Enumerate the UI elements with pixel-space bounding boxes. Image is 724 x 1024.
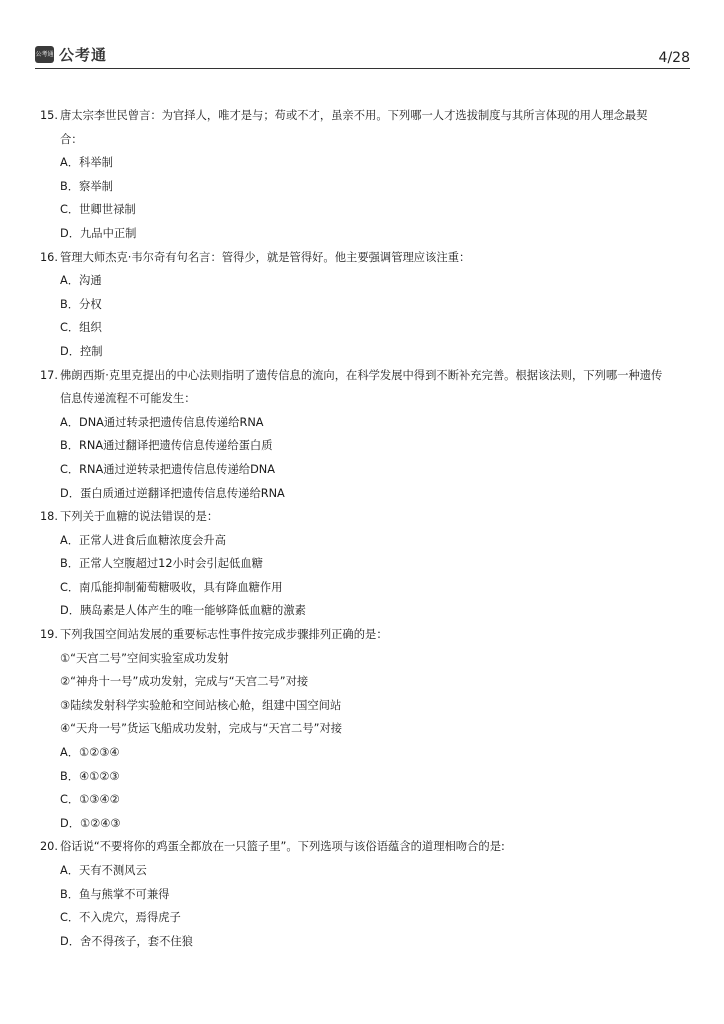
answer-option: A．沟通 — [60, 274, 102, 288]
answer-option: C．世卿世禄制 — [60, 203, 136, 217]
question-stem-text: 管理大师杰克·韦尔奇有句名言：管得少，就是管得好。他主要强调管理应该注重： — [60, 250, 471, 264]
answer-option: B．④①②③ — [60, 769, 120, 783]
answer-option: C．不入虎穴，焉得虎子 — [60, 911, 181, 925]
question-stem-text: 下列我国空间站发展的重要标志性事件按完成步骤排列正确的是： — [60, 628, 388, 642]
answer-option: A．科举制 — [60, 156, 113, 170]
logo-text: 公考通 — [59, 45, 108, 64]
question-stem-text: 俗话说“不要将你的鸡蛋全都放在一只篮子里”。下列选项与该俗语蕴含的道理相吻合的是: — [60, 840, 505, 854]
question-stem-text: 合： — [60, 132, 83, 146]
question-stem-text: 下列关于血糖的说法错误的是： — [60, 510, 219, 524]
answer-option: ②“神舟十一号”成功发射，完成与“天宫二号”对接 — [60, 675, 309, 689]
question-stem-line — [40, 387, 690, 411]
answer-option: B．鱼与熊掌不可兼得 — [60, 887, 170, 901]
question-stem-line — [40, 623, 690, 647]
answer-option: D．胰岛素是人体产生的唯一能够降低血糖的激素 — [60, 604, 306, 618]
question-stem-line — [40, 104, 690, 128]
answer-option: ④“天舟一号”货运飞船成功发射，完成与“天宫二号”对接 — [60, 722, 343, 736]
answer-option: A．DNA通过转录把遗传信息传递给RNA — [60, 415, 264, 429]
question-number: 20. — [40, 840, 58, 854]
question-stem-line — [40, 835, 690, 859]
answer-option: C．组织 — [60, 321, 102, 335]
question-number: 18. — [40, 510, 58, 524]
answer-option: C．南瓜能抑制葡萄糖吸收，具有降血糖作用 — [60, 580, 283, 594]
question-stem-text: 佛朗西斯·克里克提出的中心法则指明了遗传信息的流向，在科学发展中得到不断补充完善。根据该法则，下列哪一种遗传 — [60, 368, 663, 382]
question-block — [40, 364, 690, 506]
question-block — [40, 623, 690, 835]
answer-option: D．九品中正制 — [60, 226, 137, 240]
answer-option: B．分权 — [60, 297, 102, 311]
answer-option: B．正常人空腹超过12小时会引起低血糖 — [60, 557, 263, 571]
answer-option: D．舍不得孩子，套不住狼 — [60, 934, 193, 948]
question-stem-line — [40, 246, 690, 270]
answer-option: B．察举制 — [60, 179, 113, 193]
question-number: 17. — [40, 368, 58, 382]
answer-option: D．①②④③ — [60, 816, 121, 830]
answer-option: A．正常人进食后血糖浓度会升高 — [60, 533, 226, 547]
answer-option: A．①②③④ — [60, 746, 120, 760]
answer-option: B．RNA通过翻译把遗传信息传递给蛋白质 — [60, 439, 273, 453]
question-stem-text: 唐太宗李世民曾言：为官择人，唯才是与；苟或不才，虽亲不用。下列哪一人才选拔制度与其所言体现的用人理念最契 — [60, 109, 648, 122]
page-number: 4/28 — [658, 50, 690, 66]
answer-option: ③陆续发射科学实验舱和空间站核心舱，组建中国空间站 — [60, 698, 342, 712]
question-number: 16. — [40, 250, 58, 264]
answer-option: A．天有不测风云 — [60, 864, 147, 877]
logo — [35, 44, 107, 64]
logo-badge-icon: 公考通 — [35, 46, 54, 63]
answer-option: D．控制 — [60, 344, 103, 358]
answer-option: C．RNA通过逆转录把遗传信息传递给DNA — [60, 462, 275, 476]
question-block — [40, 104, 690, 246]
question-block — [40, 835, 690, 953]
answer-option: ①“天宫二号”空间实验室成功发射 — [60, 651, 229, 665]
question-stem-text: 信息传递流程不可能发生： — [60, 392, 196, 406]
answer-option: C．①③④② — [60, 793, 120, 807]
page-header — [35, 42, 690, 69]
question-list — [40, 104, 690, 953]
question-stem-line — [40, 505, 690, 529]
question-number: 19. — [40, 628, 58, 642]
question-stem-line — [40, 128, 690, 152]
answer-option: D．蛋白质通过逆翻译把遗传信息传递给RNA — [60, 486, 285, 500]
question-stem-line — [40, 364, 690, 388]
question-number: 15. — [40, 109, 58, 122]
question-block — [40, 246, 690, 364]
question-block — [40, 505, 690, 623]
